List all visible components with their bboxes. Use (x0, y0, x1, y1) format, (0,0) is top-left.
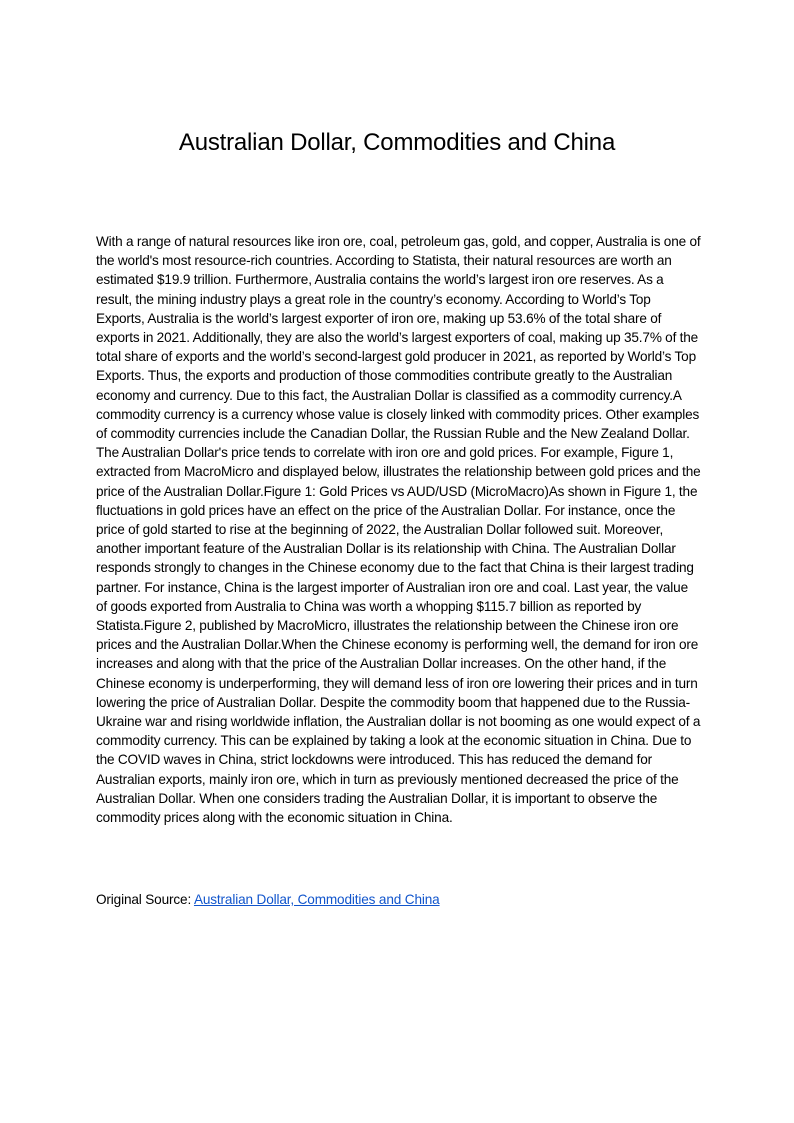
article-body: With a range of natural resources like iron ore, coal, petroleum gas, gold, and copper, Australia is one of the world's most resource-rich countries. According to Statista, their natural resources are worth an estimated $19.9 trillion. Furthermore, Australia contains the world’s largest iron ore reserves. As a result, the mining industry plays a great role in the country’s economy. According to World’s Top Exports, Australia is the world’s largest exporter of iron ore, making up 53.6% of the total share of exports in 2021. Additionally, they are also the world’s largest exporters of coal, making up 35.7% of the total share of exports and the world’s second-largest gold producer in 2021, as reported by World’s Top Exports. Thus, the exports and production of those commodities contribute greatly to the Australian economy and currency. Due to this fact, the Australian Dollar is classified as a commodity currency.A commodity currency is a currency whose value is closely linked with commodity prices. Other examples of commodity currencies include the Canadian Dollar, the Russian Ruble and the New Zealand Dollar. The Australian Dollar's price tends to correlate with iron ore and gold prices. For example, Figure 1, extracted from MacroMicro and displayed below, illustrates the relationship between gold prices and the price of the Australian Dollar.Figure 1: Gold Prices vs AUD/USD (MicroMacro)As shown in Figure 1, the fluctuations in gold prices have an effect on the price of the Australian Dollar. For instance, once the price of gold started to rise at the beginning of 2022, the Australian Dollar followed suit. Moreover, another important feature of the Australian Dollar is its relationship with China. The Australian Dollar responds strongly to changes in the Chinese economy due to the fact that China is their largest trading partner. For instance, China is the largest importer of Australian iron ore and coal. Last year, the value of goods exported from Australia to China was worth a whopping $115.7 billion as reported by Statista.Figure 2, published by MacroMicro, illustrates the relationship between the Chinese iron ore prices and the Australian Dollar.When the Chinese economy is performing well, the demand for iron ore increases and along with that the price of the Australian Dollar increases. On the other hand, if the Chinese economy is underperforming, they will demand less of iron ore lowering their prices and in turn lowering the price of Australian Dollar. Despite the commodity boom that happened due to the Russia-Ukraine war and rising worldwide inflation, the Australian dollar is not booming as one would expect of a commodity currency. This can be explained by taking a look at the economic situation in China. Due to the COVID waves in China, strict lockdowns were introduced. This has reduced the demand for Australian exports, mainly iron ore, which in turn as previously mentioned decreased the price of the Australian Dollar. When one considers trading the Australian Dollar, it is important to observe the commodity prices along with the economic situation in China. (96, 234, 701, 826)
document-title: Australian Dollar, Commodities and China (178, 129, 616, 156)
source-label: Original Source: (96, 892, 194, 907)
source-line (96, 890, 702, 909)
source-link[interactable]: Australian Dollar, Commodities and China (193, 892, 440, 907)
